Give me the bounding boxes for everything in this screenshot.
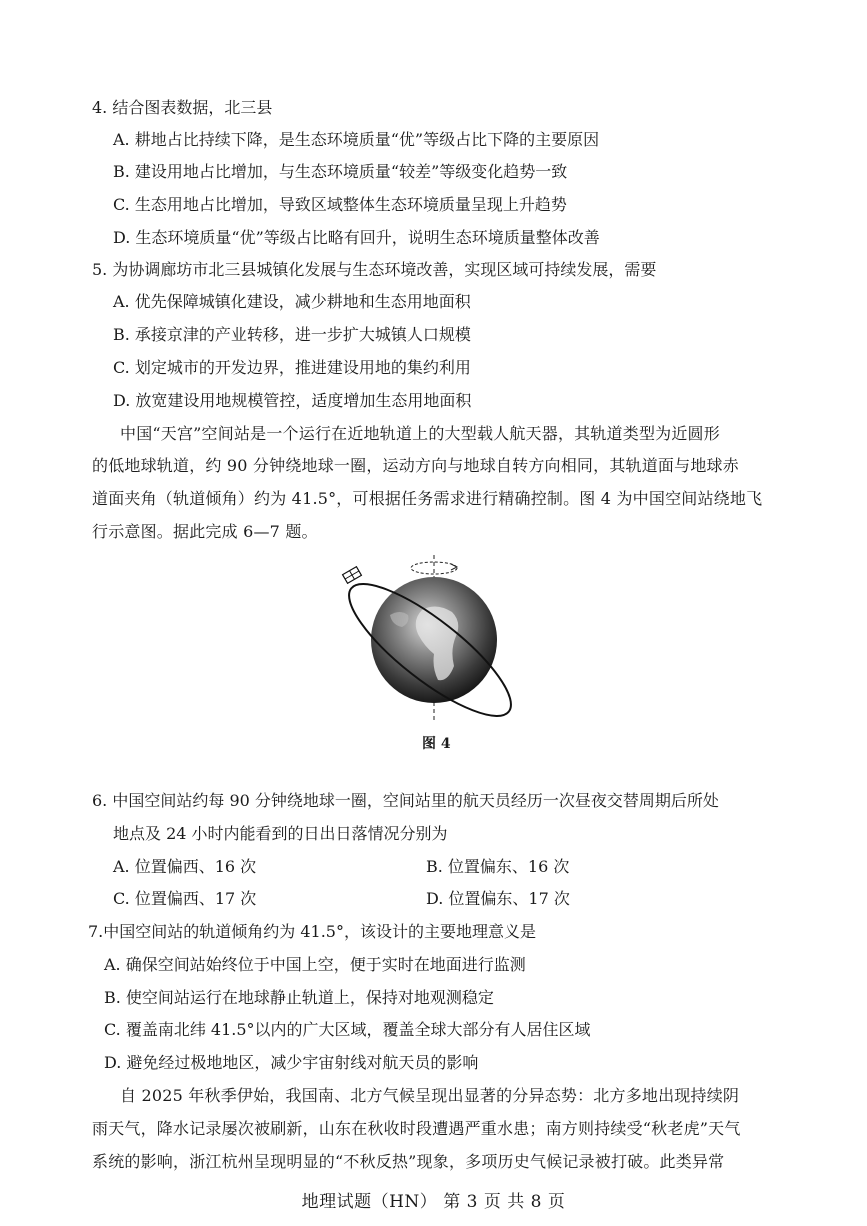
- passage-2-line-1: 自 2025 年秋季伊始，我国南、北方气候呈现出显著的分异态势：北方多地出现持续阴: [120, 1086, 740, 1105]
- figure-4-space-station-orbit: [330, 555, 540, 725]
- question-4-option-b[interactable]: B. 建设用地占比增加，与生态环境质量“较差”等级变化趋势一致: [113, 162, 568, 181]
- question-5-option-d[interactable]: D. 放宽建设用地规模管控，适度增加生态用地面积: [113, 391, 472, 410]
- passage-1-line-3: 道面夹角（轨道倾角）约为 41.5°，可根据任务需求进行精确控制。图 4 为中国空间站绕地飞: [92, 489, 763, 508]
- question-7-option-a[interactable]: A. 确保空间站始终位于中国上空，便于实时在地面进行监测: [104, 955, 526, 974]
- question-5-option-b[interactable]: B. 承接京津的产业转移，进一步扩大城镇人口规模: [113, 325, 471, 344]
- question-6-option-d[interactable]: D. 位置偏东、17 次: [426, 889, 570, 908]
- question-7-option-b[interactable]: B. 使空间站运行在地球静止轨道上，保持对地观测稳定: [104, 988, 494, 1007]
- question-6-stem-line-1: 6. 中国空间站约每 90 分钟绕地球一圈，空间站里的航天员经历一次昼夜交替周期后所处: [92, 791, 719, 810]
- question-7-option-d[interactable]: D. 避免经过极地地区，减少宇宙射线对航天员的影响: [104, 1053, 479, 1072]
- question-4-option-a[interactable]: A. 耕地占比持续下降，是生态环境质量“优”等级占比下降的主要原因: [113, 130, 600, 149]
- question-6-option-a[interactable]: A. 位置偏西、16 次: [113, 857, 257, 876]
- question-5-option-a[interactable]: A. 优先保障城镇化建设，减少耕地和生态用地面积: [113, 292, 471, 311]
- question-6-option-c[interactable]: C. 位置偏西、17 次: [113, 889, 257, 908]
- question-6-option-b[interactable]: B. 位置偏东、16 次: [426, 857, 570, 876]
- question-6-stem-line-2: 地点及 24 小时内能看到的日出日落情况分别为: [113, 824, 448, 843]
- space-station-icon: [343, 567, 362, 584]
- question-5-option-c[interactable]: C. 划定城市的开发边界，推进建设用地的集约利用: [113, 358, 471, 377]
- page-footer: 地理试题（HN） 第 3 页 共 8 页: [301, 1192, 566, 1212]
- passage-1-line-2: 的低地球轨道，约 90 分钟绕地球一圈，运动方向与地球自转方向相同，其轨道面与地球赤: [92, 456, 739, 475]
- question-7-option-c[interactable]: C. 覆盖南北纬 41.5°以内的广大区域，覆盖全球大部分有人居住区域: [104, 1020, 591, 1039]
- passage-2-line-2: 雨天气，降水记录屡次被刷新，山东在秋收时段遭遇严重水患；南方则持续受“秋老虎”天气: [92, 1119, 741, 1138]
- question-4-option-d[interactable]: D. 生态环境质量“优”等级占比略有回升，说明生态环境质量整体改善: [113, 228, 600, 247]
- question-7-stem: 7.中国空间站的轨道倾角约为 41.5°，该设计的主要地理意义是: [88, 922, 536, 941]
- passage-1-line-4: 行示意图。据此完成 6—7 题。: [92, 522, 318, 541]
- passage-2-line-3: 系统的影响，浙江杭州呈现明显的“不秋反热”现象，多项历史气候记录被打破。此类异常: [92, 1152, 725, 1171]
- figure-4-caption: 图 4: [422, 736, 451, 752]
- question-5-stem: 5. 为协调廊坊市北三县城镇化发展与生态环境改善，实现区域可持续发展，需要: [92, 260, 657, 279]
- orbit-diagram: [330, 555, 540, 725]
- question-4-option-c[interactable]: C. 生态用地占比增加，导致区域整体生态环境质量呈现上升趋势: [113, 195, 567, 214]
- question-4-stem: 4. 结合图表数据，北三县: [92, 98, 273, 117]
- passage-1-line-1: 中国“天宫”空间站是一个运行在近地轨道上的大型载人航天器，其轨道类型为近圆形: [120, 424, 720, 443]
